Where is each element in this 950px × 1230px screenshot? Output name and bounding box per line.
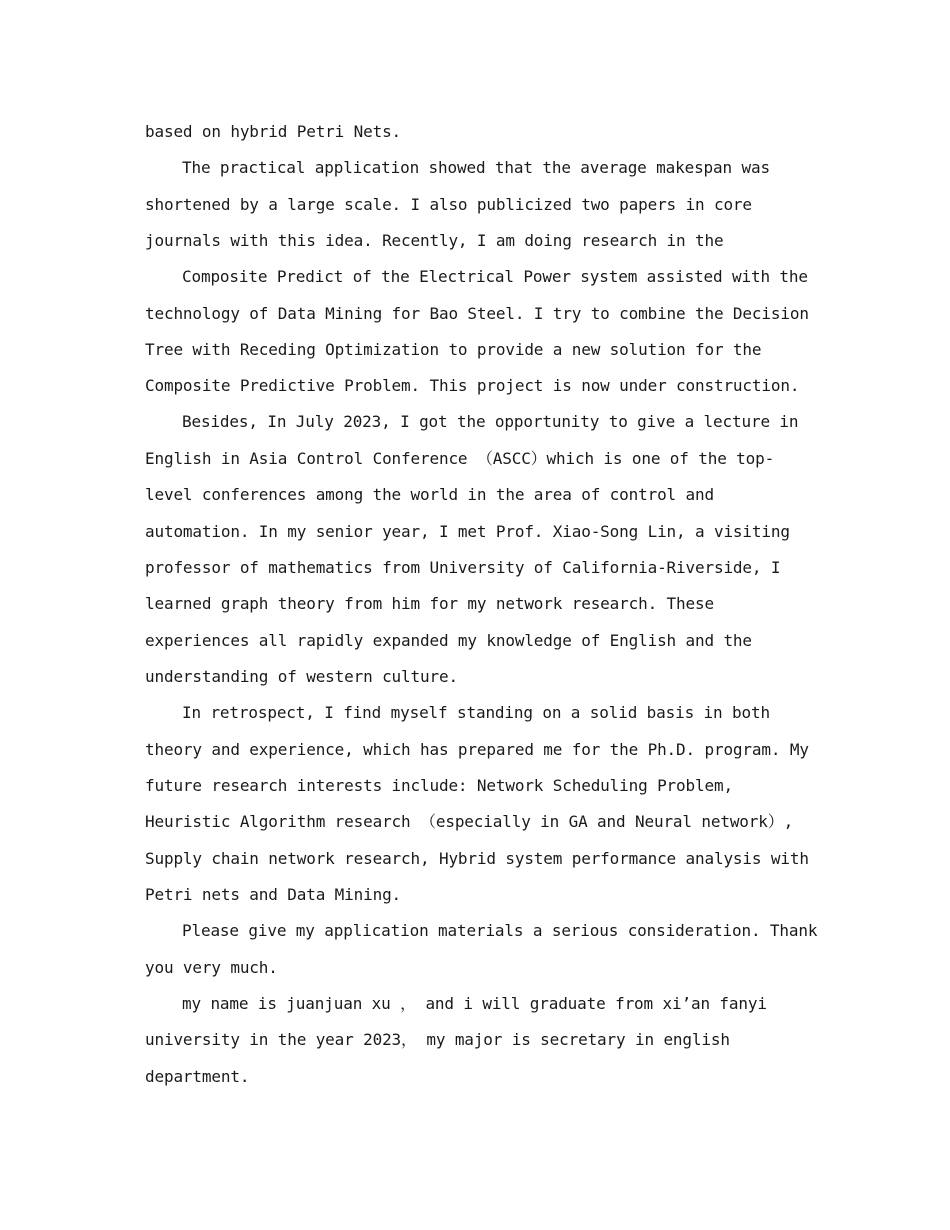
text-line: level conferences among the world in the area of control and: [145, 485, 714, 504]
text-line: In retrospect, I find myself standing on a solid basis in both: [182, 703, 770, 722]
text-line: department.: [145, 1067, 250, 1086]
text-line: Composite Predictive Problem. This project is now under construction.: [145, 376, 800, 395]
text-line: understanding of western culture.: [145, 667, 458, 686]
text-line: Please give my application materials a serious consideration. Thank: [182, 921, 818, 940]
text-line: theory and experience, which has prepared me for the Ph.D. program. My: [145, 740, 809, 759]
text-line: Tree with Receding Optimization to provide a new solution for the: [145, 340, 762, 359]
text-line: Supply chain network research, Hybrid system performance analysis with: [145, 849, 809, 868]
text-line: automation. In my senior year, I met Prof. Xiao-Song Lin, a visiting: [145, 522, 790, 541]
text-line: The practical application showed that the average makespan was: [182, 158, 770, 177]
text-line: Besides, In July 2023, I got the opportunity to give a lecture in: [182, 412, 799, 431]
text-line: shortened by a large scale. I also publicized two papers in core: [145, 195, 752, 214]
text-line: based on hybrid Petri Nets.: [145, 122, 402, 141]
text-line: Composite Predict of the Electrical Power system assisted with the: [182, 267, 808, 286]
text-line: learned graph theory from him for my network research. These: [145, 594, 714, 613]
text-line: professor of mathematics from University of California-Riverside, I: [145, 558, 781, 577]
text-line: future research interests include: Network Scheduling Problem,: [145, 776, 733, 795]
text-line: English in Asia Control Conference （ASCC）which is one of the top-: [145, 449, 775, 468]
text-line: Petri nets and Data Mining.: [145, 885, 402, 904]
text-line: Heuristic Algorithm research （especially in GA and Neural network）,: [145, 812, 794, 831]
text-line: experiences all rapidly expanded my knowledge of English and the: [145, 631, 752, 650]
text-line: you very much.: [145, 958, 278, 977]
text-line: university in the year 2023， my major is secretary in english: [145, 1030, 730, 1049]
text-line: my name is juanjuan xu ， and i will graduate from xi’an fanyi: [182, 994, 767, 1013]
text-line: journals with this idea. Recently, I am doing research in the: [145, 231, 724, 250]
text-line: technology of Data Mining for Bao Steel. I try to combine the Decision: [145, 304, 809, 323]
